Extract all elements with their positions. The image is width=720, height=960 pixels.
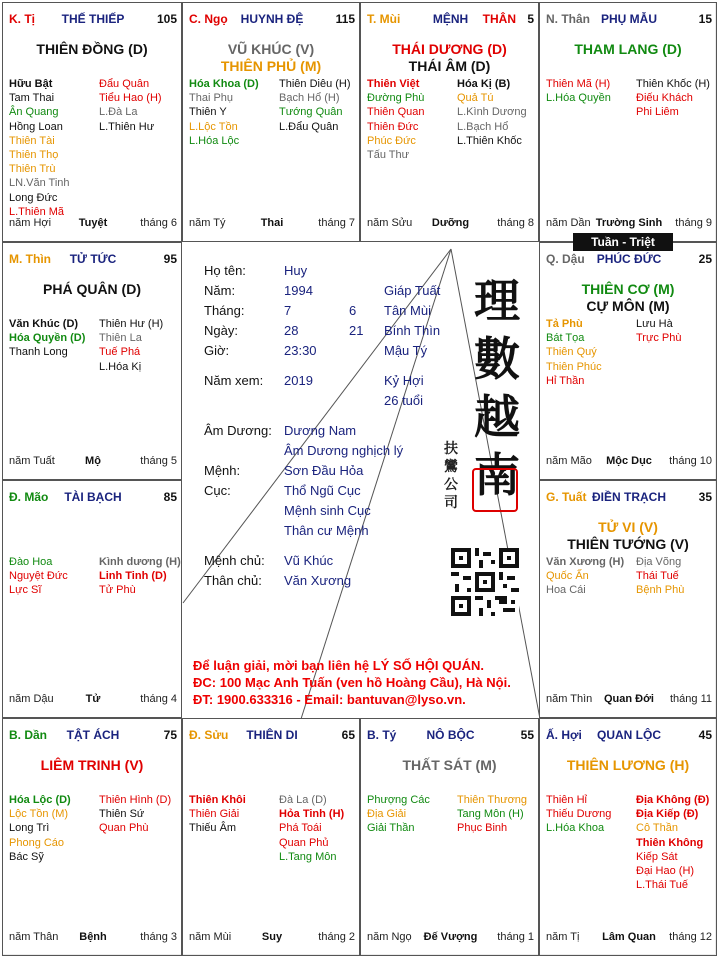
major-stars (540, 757, 716, 774)
palace-number: 105 (156, 12, 177, 26)
name-value: Huy (284, 263, 308, 278)
day-value: 28 (284, 323, 299, 338)
footer-year: năm Ngọ (367, 931, 412, 943)
footer-year: năm Sửu (367, 217, 413, 229)
amduong-note: Âm Dương nghịch lý (284, 443, 404, 458)
minor-star: Hóa Khoa (D) (189, 78, 259, 90)
palace-number: 55 (520, 728, 534, 742)
major-star: PHÁ QUÂN (D) (43, 281, 141, 297)
minor-stars-right (636, 77, 710, 120)
minor-stars-right (99, 77, 162, 134)
footer-year: năm Tị (546, 931, 580, 943)
contact-line-3: ĐT: 1900.633316 - Email: bantuvan@lyso.vn. (193, 692, 466, 707)
minor-stars-left (546, 555, 624, 598)
minor-star: L.Thái Tuế (636, 879, 688, 892)
minor-stars-left (546, 793, 611, 836)
major-star: THIÊN ĐỒNG (D) (36, 41, 148, 57)
palace-ngo (182, 2, 360, 242)
minor-star: Phục Binh (457, 822, 508, 835)
minor-stars-right (279, 77, 351, 134)
major-star: LIÊM TRINH (V) (40, 757, 144, 773)
footer-stage: Mộc Dục (606, 455, 652, 467)
palace-footer (9, 217, 177, 231)
major-star: THÁI DƯƠNG (D) (392, 41, 507, 57)
hour-value: 23:30 (284, 343, 317, 358)
minor-star: Bác Sỹ (9, 850, 44, 863)
minor-star: Quan Phù (99, 822, 149, 835)
minor-star: L.Hóa Quyền (546, 92, 611, 105)
footer-stage: Lâm Quan (602, 931, 656, 943)
palace-position: B. Dần (9, 728, 48, 742)
minor-star: Phượng Các (367, 794, 430, 806)
minor-stars-left (546, 317, 602, 388)
cuc-note2: Thân cư Mệnh (284, 523, 369, 538)
major-stars (183, 41, 359, 75)
minor-star: Thiên Thương (457, 794, 528, 806)
palace-header (189, 12, 355, 28)
minor-star: Thiên Hư (H) (99, 318, 164, 330)
footer-stage: Suy (261, 931, 283, 943)
palace-footer (546, 217, 712, 231)
major-star: THẤT SÁT (M) (402, 757, 497, 773)
palace-title: THIÊN DI (246, 728, 298, 742)
minor-stars-right (99, 317, 163, 374)
than-marker: THÂN (482, 12, 516, 26)
footer-month: tháng 7 (318, 217, 355, 229)
palace-number: 95 (163, 252, 177, 266)
major-star: TỬ VI (V) (598, 519, 658, 535)
palace-footer (189, 217, 355, 231)
minor-star: Long Trì (9, 822, 50, 835)
footer-stage: Thai (260, 217, 284, 229)
minor-star: Hóa Kị (B) (457, 78, 511, 90)
minor-star: Thái Tuế (636, 570, 679, 583)
amduong-value: Dương Nam (284, 423, 357, 438)
minor-stars-right (636, 793, 709, 892)
minor-stars-left (9, 555, 68, 598)
footer-stage: Bệnh (79, 931, 107, 943)
minor-stars-left (189, 77, 259, 148)
major-stars (540, 41, 716, 58)
minor-star: Quốc Ấn (546, 570, 589, 583)
menh-value: Sơn Đầu Hỏa (284, 463, 364, 478)
minor-star: Hoa Cái (546, 584, 586, 597)
view-year-label: Năm xem: (204, 373, 264, 388)
month-value: 7 (284, 303, 292, 318)
minor-stars-left (9, 77, 70, 219)
day-label: Ngày: (204, 323, 238, 338)
major-star: THIÊN LƯƠNG (H) (566, 757, 690, 773)
palace-footer (546, 931, 712, 945)
minor-star: Thiên La (99, 332, 142, 345)
minor-star: Thiên Mã (H) (546, 78, 611, 90)
qr-code-icon (451, 548, 519, 616)
footer-month: tháng 1 (497, 931, 534, 943)
minor-star: Văn Khúc (D) (9, 318, 79, 330)
minor-star: Hữu Bật (9, 78, 53, 90)
minor-stars-left (189, 793, 246, 836)
cuc-value: Thổ Ngũ Cục (284, 483, 361, 498)
minor-star: L.Đà La (99, 106, 138, 119)
palace-hoi (539, 718, 717, 956)
major-stars (361, 41, 538, 75)
palace-number: 45 (698, 728, 712, 742)
hour-label: Giờ: (204, 343, 230, 358)
minor-star: Địa Giải (367, 808, 407, 821)
palace-header (9, 490, 177, 506)
footer-month: tháng 11 (669, 693, 712, 705)
minor-star: L.Hóa Lộc (189, 134, 240, 147)
minor-star: Thiên Khôi (189, 794, 246, 806)
palace-than (539, 2, 717, 242)
palace-position: C. Ngọ (189, 12, 228, 26)
minor-star: Tam Thai (9, 92, 55, 105)
minor-star: Lực Sĩ (9, 584, 42, 597)
palace-mui (360, 2, 539, 242)
palace-position: Ấ. Hợi (546, 728, 582, 742)
palace-ty (360, 718, 539, 956)
footer-stage: Đế Vượng (423, 931, 478, 943)
minor-star: Thiên Thọ (9, 149, 59, 162)
minor-star: Điếu Khách (636, 92, 693, 105)
palace-footer (9, 931, 177, 945)
tuan-triet-badge: Tuần - Triệt (573, 233, 673, 251)
minor-star: L.Hóa Khoa (546, 822, 605, 835)
palace-position: G. Tuất (546, 490, 587, 504)
minor-star: Thiên Tài (9, 134, 55, 147)
palace-footer (546, 455, 712, 469)
palace-number: 5 (527, 12, 534, 26)
major-stars (3, 281, 181, 298)
age: 26 tuổi (384, 393, 424, 408)
minor-star: L.Đẩu Quân (279, 120, 339, 133)
footer-month: tháng 10 (669, 455, 712, 467)
contact-line-2: ĐC: 100 Mạc Anh Tuấn (ven hồ Hoàng Cầu), Hà Nội. (193, 675, 511, 690)
palace-suu (182, 718, 360, 956)
major-stars (540, 519, 716, 553)
minor-star: Hóa Lộc (D) (9, 794, 71, 806)
thanchu-value: Văn Xương (284, 573, 352, 588)
footer-year: năm Mão (546, 455, 592, 467)
minor-star: Đại Hao (H) (636, 865, 695, 878)
palace-ti (2, 2, 182, 242)
minor-star: Thiếu Dương (546, 808, 612, 821)
minor-star: Thiên Phúc (546, 360, 602, 373)
palace-position: T. Mùi (367, 12, 401, 26)
cuc-note1: Mệnh sinh Cục (284, 503, 371, 518)
minor-star: Thiên Hỉ (546, 794, 587, 806)
minor-star: Giải Thần (367, 822, 415, 835)
minor-star: LN.Văn Tinh (9, 177, 70, 190)
minor-stars-right (457, 793, 527, 836)
menh-label: Mệnh: (204, 463, 241, 478)
seal-text: 扶鸞公司 (444, 441, 458, 511)
palace-number: 115 (335, 12, 355, 26)
footer-month: tháng 3 (140, 931, 177, 943)
footer-month: tháng 6 (140, 217, 177, 229)
major-stars (3, 41, 181, 58)
minor-star: Tiểu Hao (H) (99, 92, 162, 105)
minor-star: Tang Môn (H) (457, 808, 524, 821)
minor-star: Hóa Quyền (D) (9, 332, 86, 345)
minor-stars-left (546, 77, 611, 105)
major-star: THÁI ÂM (D) (408, 58, 491, 74)
palace-header (546, 490, 712, 506)
minor-star: Thiếu Âm (189, 822, 237, 835)
footer-stage: Tử (85, 693, 101, 705)
palace-header (367, 12, 534, 28)
footer-month: tháng 8 (497, 217, 534, 229)
month-lunar: 6 (349, 303, 357, 318)
minor-star: Linh Tinh (D) (99, 570, 167, 583)
palace-number: 15 (698, 12, 712, 26)
minor-star: Địa Không (Đ) (636, 794, 710, 806)
minor-star: Tấu Thư (367, 149, 410, 162)
minor-star: Đà La (D) (279, 794, 327, 806)
major-star: CỰ MÔN (M) (586, 298, 670, 314)
palace-header (546, 252, 712, 268)
footer-month: tháng 2 (318, 931, 355, 943)
minor-star: Phá Toái (279, 822, 322, 835)
center-info (182, 242, 539, 718)
footer-month: tháng 9 (675, 217, 712, 229)
minor-stars-right (279, 793, 344, 864)
footer-stage: Quan Đới (604, 693, 654, 705)
palace-header (9, 252, 177, 268)
minor-star: Thiên Đức (367, 120, 419, 133)
footer-month: tháng 12 (669, 931, 712, 943)
thanchu-label: Thân chủ: (204, 573, 262, 588)
palace-header (189, 728, 355, 744)
minor-star: Quan Phủ (279, 836, 329, 849)
minor-star: Bệnh Phù (636, 584, 685, 597)
palace-dau (539, 242, 717, 480)
major-star: VŨ KHÚC (V) (227, 41, 315, 57)
palace-footer (9, 455, 177, 469)
palace-number: 85 (163, 490, 177, 504)
minor-star: L.Lộc Tồn (189, 120, 238, 133)
palace-position: N. Thân (546, 12, 590, 26)
palace-title: TẬT ÁCH (66, 728, 120, 742)
minor-star: Lộc Tồn (M) (9, 808, 69, 821)
footer-year: năm Hợi (9, 217, 52, 229)
major-star: THIÊN TƯỚNG (V) (567, 536, 689, 552)
minor-star: L.Tang Môn (279, 850, 337, 863)
minor-stars-right (636, 317, 681, 345)
palace-title: HUYNH ĐỆ (240, 12, 304, 26)
minor-star: Phi Liêm (636, 106, 679, 119)
cuc-label: Cục: (204, 483, 231, 498)
palace-tuat (539, 480, 717, 718)
footer-year: năm Thân (9, 931, 59, 943)
minor-star: Tuế Phá (99, 346, 141, 359)
palace-header (367, 728, 534, 744)
major-stars (540, 281, 716, 315)
footer-stage: Dưỡng (431, 217, 470, 229)
contact-line-1: Để luận giải, mời bạn liên hệ LÝ SỐ HỘI QUÁN. (193, 658, 484, 673)
footer-year: năm Tý (189, 217, 226, 229)
minor-star: Quả Tú (457, 92, 494, 105)
palace-position: Q. Dậu (546, 252, 585, 266)
minor-stars-right (457, 77, 527, 148)
palace-header (9, 728, 177, 744)
major-star: THIÊN PHỦ (M) (220, 58, 322, 74)
palace-thin (2, 242, 182, 480)
minor-star: Địa Võng (636, 556, 682, 568)
major-stars (3, 757, 181, 774)
palace-title: PHÚC ĐỨC (596, 252, 662, 266)
minor-star: Long Đức (9, 191, 58, 204)
footer-year: năm Thìn (546, 693, 593, 705)
minor-star: L.Thiên Hư (99, 120, 155, 133)
palace-number: 65 (341, 728, 355, 742)
view-year-value: 2019 (284, 373, 313, 388)
minor-star: Thiên Y (189, 106, 227, 119)
minor-star: Trực Phù (636, 332, 682, 345)
minor-star: Thiên Sứ (99, 808, 145, 821)
palace-footer (367, 217, 534, 231)
view-year-canchi: Kỷ Hợi (384, 373, 424, 388)
minor-star: Thiên Trù (9, 163, 56, 176)
minor-star: Thiên Không (636, 836, 704, 849)
year-canchi: Giáp Tuất (384, 283, 441, 298)
minor-star: Bạch Hổ (H) (279, 92, 340, 105)
palace-number: 35 (698, 490, 712, 504)
palace-title: TỬ TỨC (69, 252, 117, 266)
palace-footer (367, 931, 534, 945)
red-seal (472, 468, 518, 512)
minor-star: Kình dương (H) (99, 556, 181, 568)
palace-footer (189, 931, 355, 945)
menhchu-label: Mệnh chủ: (204, 553, 265, 568)
minor-stars-left (9, 793, 71, 864)
footer-stage: Tuyệt (78, 217, 108, 229)
minor-star: Tả Phù (546, 318, 583, 330)
minor-star: Kiếp Sát (636, 850, 678, 863)
minor-star: Thiên Diêu (H) (279, 78, 351, 90)
minor-star: Địa Kiếp (Đ) (636, 808, 699, 821)
footer-stage: Trường Sinh (595, 217, 663, 229)
footer-year: năm Dần (546, 217, 591, 229)
minor-star: Hồng Loan (9, 120, 63, 133)
minor-stars-right (636, 555, 684, 598)
major-star: THIÊN CƠ (M) (581, 281, 675, 297)
menhchu-value: Vũ Khúc (284, 553, 334, 568)
palace-title: PHỤ MẪU (601, 12, 657, 26)
minor-star: Cô Thần (636, 822, 678, 835)
footer-year: năm Mùi (189, 931, 232, 943)
palace-position: B. Tý (367, 728, 397, 742)
palace-position: M. Thìn (9, 252, 51, 266)
minor-star: Thai Phụ (189, 92, 234, 105)
minor-star: Bát Tọa (546, 332, 585, 345)
minor-star: Phong Cáo (9, 836, 65, 849)
calligraphy-logo: 理數越南 (474, 274, 520, 502)
hour-canchi: Mậu Tý (384, 343, 428, 358)
minor-star: Tướng Quân (279, 106, 343, 119)
palace-footer (9, 693, 177, 707)
minor-star: Thiên Hình (D) (99, 794, 172, 806)
day-lunar: 21 (349, 323, 364, 338)
minor-star: Thiên Việt (367, 78, 420, 90)
palace-header (546, 728, 712, 744)
minor-star: L.Kình Dương (457, 106, 527, 119)
palace-title: THẾ THIẾP (61, 12, 125, 26)
minor-stars-right (99, 555, 181, 598)
minor-star: L.Hóa Kị (99, 360, 142, 373)
palace-position: Đ. Sửu (189, 728, 229, 742)
minor-star: Lưu Hà (636, 318, 673, 330)
minor-star: Ân Quang (9, 106, 59, 119)
minor-star: Phúc Đức (367, 134, 416, 147)
footer-year: năm Tuất (9, 455, 55, 467)
month-canchi: Tân Mùi (384, 303, 431, 318)
minor-star: Thiên Khốc (H) (636, 78, 710, 90)
palace-footer (546, 693, 712, 707)
minor-star: Đào Hoa (9, 556, 53, 568)
palace-title: NÔ BỘC (426, 728, 475, 742)
palace-position: Đ. Mão (9, 490, 49, 504)
year-value: 1994 (284, 283, 313, 298)
minor-stars-right (99, 793, 171, 836)
minor-star: Thiên Giải (189, 808, 240, 821)
minor-star: Nguyệt Đức (9, 570, 68, 583)
day-canchi: Bính Thìn (384, 323, 441, 338)
footer-month: tháng 5 (140, 455, 177, 467)
palace-header (9, 12, 177, 28)
year-label: Năm: (204, 283, 236, 298)
minor-stars-left (367, 77, 424, 162)
minor-star: Đẩu Quân (99, 78, 150, 90)
palace-mao (2, 480, 182, 718)
palace-title: ĐIỀN TRẠCH (592, 490, 666, 504)
minor-star: Đường Phù (367, 92, 425, 105)
palace-position: K. Tị (9, 12, 35, 26)
footer-year: năm Dậu (9, 693, 54, 705)
minor-star: Thanh Long (9, 346, 68, 359)
minor-star: Tử Phù (99, 584, 136, 597)
major-stars (361, 757, 538, 774)
minor-star: L.Thiên Khốc (457, 134, 522, 147)
minor-star: L.Thiên Mã (9, 205, 65, 218)
palace-header (546, 12, 712, 28)
major-star: THAM LANG (D) (574, 41, 682, 57)
footer-stage: Mộ (85, 455, 101, 467)
palace-title: MỆNH (432, 12, 469, 26)
minor-star: Hỉ Thần (546, 374, 585, 387)
minor-star: Thiên Quan (367, 106, 425, 119)
minor-star: Thiên Quý (546, 346, 597, 359)
palace-number: 25 (698, 252, 712, 266)
minor-stars-left (9, 317, 85, 360)
minor-stars-left (367, 793, 430, 836)
month-label: Tháng: (204, 303, 245, 318)
footer-month: tháng 4 (140, 693, 177, 705)
palace-title: QUAN LỘC (597, 728, 661, 742)
palace-title: TÀI BẠCH (64, 490, 122, 504)
minor-star: Văn Xương (H) (546, 556, 625, 568)
name-label: Họ tên: (204, 263, 246, 278)
palace-number: 75 (163, 728, 177, 742)
palace-dan (2, 718, 182, 956)
minor-star: Hỏa Tinh (H) (279, 808, 345, 821)
minor-star: L.Bạch Hổ (457, 120, 509, 133)
amduong-label: Âm Dương: (204, 423, 272, 438)
